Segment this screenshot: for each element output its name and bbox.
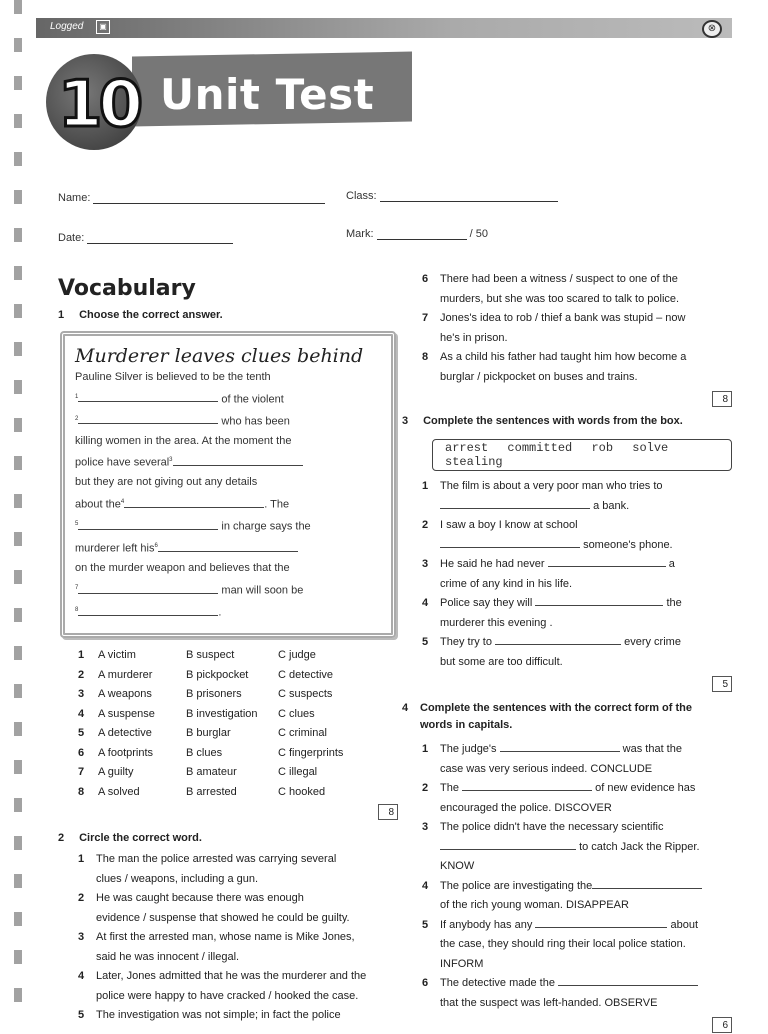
option-row: 3 A weapons B prisoners C suspects bbox=[58, 685, 398, 705]
logged-label: Logged bbox=[50, 21, 84, 32]
question-item: 3 He said he had never a crime of any kind in his life. bbox=[422, 558, 675, 590]
question-item: 4 Police say they will the murderer this evening . bbox=[422, 597, 682, 629]
article-line: but they are not giving out any details bbox=[75, 476, 258, 489]
answer-blank[interactable] bbox=[535, 927, 667, 928]
class-field[interactable] bbox=[346, 190, 558, 202]
date-label: Date: bbox=[58, 232, 85, 244]
option-a[interactable]: A solved bbox=[98, 785, 140, 798]
section-heading: Vocabulary bbox=[58, 276, 196, 301]
class-line bbox=[380, 201, 558, 202]
answer-blank[interactable] bbox=[535, 605, 663, 606]
option-c[interactable]: C fingerprints bbox=[278, 746, 344, 759]
answer-blank[interactable] bbox=[548, 566, 666, 567]
article-title: Murderer leaves clues behind bbox=[75, 345, 364, 367]
unit-number: 10 bbox=[58, 68, 140, 142]
option-row: 4 A suspense B investigation C clues bbox=[58, 705, 398, 725]
option-c[interactable]: C clues bbox=[278, 707, 315, 720]
spiral-binding bbox=[14, 0, 22, 1024]
question-3-heading bbox=[402, 415, 732, 427]
option-row: 5 A detective B burglar C criminal bbox=[58, 724, 398, 744]
question-item: 3 The police didn't have the necessary scientific to catch Jack the Ripper. KNOW bbox=[422, 821, 700, 872]
class-label: Class: bbox=[346, 190, 377, 202]
article-line: $^2$ who has been bbox=[75, 415, 290, 428]
option-b[interactable]: B arrested bbox=[186, 785, 237, 798]
mark-field[interactable] bbox=[346, 228, 488, 240]
date-line bbox=[87, 243, 233, 244]
article-line: $^1$ of the violent bbox=[75, 393, 284, 406]
option-a[interactable]: A guilty bbox=[98, 766, 134, 779]
word: solve bbox=[632, 441, 669, 455]
blank-2[interactable] bbox=[78, 423, 218, 424]
score-box[interactable]: 5 bbox=[712, 676, 732, 692]
question-2-heading bbox=[58, 832, 398, 844]
logged-icon: ▣ bbox=[96, 20, 110, 34]
unit-title: Unit Test bbox=[160, 70, 375, 119]
article-line: $^8$ . bbox=[75, 606, 222, 619]
option-row: 2 A murderer B pickpocket C detective bbox=[58, 666, 398, 686]
blank-5[interactable] bbox=[78, 529, 218, 530]
blank-8[interactable] bbox=[78, 615, 218, 616]
option-b[interactable]: B amateur bbox=[186, 766, 237, 779]
question-number: 1 bbox=[58, 309, 65, 321]
article-box bbox=[60, 331, 396, 638]
question-item: 5 If anybody has any about the case, they should ring their local police station. INFORM bbox=[422, 918, 698, 970]
word: rob bbox=[591, 441, 614, 455]
left-column bbox=[58, 276, 398, 1026]
score-box[interactable]: 8 bbox=[712, 391, 732, 407]
date-field[interactable] bbox=[58, 232, 233, 244]
answer-blank[interactable] bbox=[462, 790, 592, 791]
name-field[interactable] bbox=[58, 192, 325, 204]
option-b[interactable]: B investigation bbox=[186, 707, 258, 720]
worksheet-page bbox=[36, 14, 756, 1031]
blank-4[interactable] bbox=[124, 507, 264, 508]
option-c[interactable]: C suspects bbox=[278, 688, 333, 701]
question-item: 2 I saw a boy I know at school someone's phone. bbox=[422, 519, 673, 551]
option-row: 1 A victim B suspect C judge bbox=[58, 646, 398, 666]
top-bar bbox=[36, 18, 732, 38]
answer-blank[interactable] bbox=[440, 547, 580, 548]
word: stealing bbox=[445, 455, 503, 469]
right-column bbox=[402, 270, 732, 1033]
answer-blank[interactable] bbox=[440, 849, 576, 850]
answer-blank[interactable] bbox=[500, 751, 620, 752]
question-1-heading bbox=[58, 309, 398, 321]
article-line: about the$^4$ . The bbox=[75, 498, 290, 511]
close-button[interactable]: ⊗ bbox=[702, 20, 722, 38]
option-b[interactable]: B pickpocket bbox=[186, 668, 249, 681]
question-item: 1 The film is about a very poor man who tries to a bank. bbox=[422, 480, 663, 512]
question-item: 2 The of new evidence has encouraged the police. DISCOVER bbox=[422, 782, 696, 814]
question-instruction: Circle the correct word. bbox=[79, 832, 202, 845]
question-number: 2 bbox=[58, 832, 65, 845]
question-number: 4 bbox=[402, 702, 409, 714]
option-b[interactable]: B prisoners bbox=[186, 688, 242, 701]
question-4-heading: 4 Complete the sentences with the correct form of the words in capitals. bbox=[402, 702, 692, 731]
question-item: 7 Jones's idea to rob / thief a bank was stupid – now he's in prison. bbox=[422, 312, 686, 344]
article-line: police have several$^3$ bbox=[75, 451, 381, 473]
mark-label: Mark: bbox=[346, 228, 374, 240]
question-item: 3 At first the arrested man, whose name is Mike Jones, said he was innocent / illegal. bbox=[78, 931, 355, 963]
option-row: 6 A footprints B clues C fingerprints bbox=[58, 744, 398, 764]
option-c[interactable]: C judge bbox=[278, 649, 316, 662]
mark-line bbox=[377, 239, 467, 240]
name-line bbox=[93, 203, 325, 204]
option-row: 8 A solved B arrested C hooked bbox=[58, 783, 398, 803]
option-c[interactable]: C illegal bbox=[278, 766, 318, 779]
option-row: 7 A guilty B amateur C illegal bbox=[58, 763, 398, 783]
option-b[interactable]: B clues bbox=[186, 746, 223, 759]
question-item: 4 The police are investigating the of the rich young woman. DISAPPEAR bbox=[402, 877, 732, 916]
option-c[interactable]: C hooked bbox=[278, 785, 326, 798]
question-item: 5 The investigation was not simple; in fact the police bbox=[78, 1009, 341, 1022]
option-a[interactable]: A murderer bbox=[98, 668, 153, 681]
question-item: 5 They try to every crime but some are too difficult. bbox=[422, 636, 681, 668]
question-item: 6 The detective made the that the suspect was left-handed. OBSERVE bbox=[402, 974, 732, 1013]
option-b[interactable]: B burglar bbox=[186, 727, 231, 740]
answer-blank[interactable] bbox=[495, 644, 621, 645]
answer-blank[interactable] bbox=[592, 888, 702, 889]
article-line: $^5$ in charge says the bbox=[75, 520, 311, 533]
blank-3[interactable] bbox=[173, 465, 303, 466]
blank-7[interactable] bbox=[78, 593, 218, 594]
answer-blank[interactable] bbox=[440, 508, 590, 509]
option-a[interactable]: A victim bbox=[98, 649, 136, 662]
option-a[interactable]: A weapons bbox=[98, 688, 152, 701]
score-box[interactable]: 8 bbox=[378, 804, 398, 820]
name-label: Name: bbox=[58, 192, 91, 204]
score-box[interactable]: 6 bbox=[712, 1017, 732, 1033]
mark-total: / 50 bbox=[469, 228, 488, 240]
word-box bbox=[432, 439, 732, 471]
question-instruction: Complete the sentences with the correct form of the bbox=[420, 702, 692, 714]
option-a[interactable]: A detective bbox=[98, 727, 152, 740]
option-c[interactable]: C criminal bbox=[278, 727, 327, 740]
blank-1[interactable] bbox=[78, 401, 218, 402]
question-item: 1 The man the police arrested was carrying several clues / weapons, including a gun. bbox=[78, 853, 337, 885]
question-item: 4 Later, Jones admitted that he was the murderer and the police were happy to have cracked / hooked the case. bbox=[78, 970, 367, 1002]
option-c[interactable]: C detective bbox=[278, 668, 334, 681]
option-b[interactable]: B suspect bbox=[186, 649, 235, 662]
question-item: 8 As a child his father had taught him how become a burglar / pickpocket on buses and trains. bbox=[422, 351, 687, 383]
option-a[interactable]: A suspense bbox=[98, 707, 155, 720]
question-item: 1 The judge's was that the case was very serious indeed. CONCLUDE bbox=[422, 743, 682, 775]
question-item: 6 There had been a witness / suspect to one of the murders, but she was too scared to talk to police. bbox=[422, 273, 680, 305]
article-line: Pauline Silver is believed to be the tenth bbox=[75, 371, 271, 383]
word: committed bbox=[507, 441, 573, 455]
blank-6[interactable] bbox=[158, 551, 298, 552]
answer-blank[interactable] bbox=[558, 985, 698, 986]
option-a[interactable]: A footprints bbox=[98, 746, 154, 759]
question-number: 3 bbox=[402, 415, 409, 427]
answer-options bbox=[58, 646, 398, 820]
question-instruction: Choose the correct answer. bbox=[79, 309, 223, 321]
article-line: $^7$ man will soon be bbox=[75, 584, 304, 597]
word: arrest bbox=[445, 441, 489, 455]
article-line: killing women in the area. At the moment the bbox=[75, 434, 292, 447]
article-line: murderer left his$^6$ bbox=[75, 537, 381, 559]
question-instruction: Complete the sentences with words from the box. bbox=[423, 415, 683, 427]
article-line: on the murder weapon and believes that the bbox=[75, 562, 290, 575]
question-item: 2 He was caught because there was enough evidence / suspense that showed he could be guilty. bbox=[78, 892, 350, 924]
